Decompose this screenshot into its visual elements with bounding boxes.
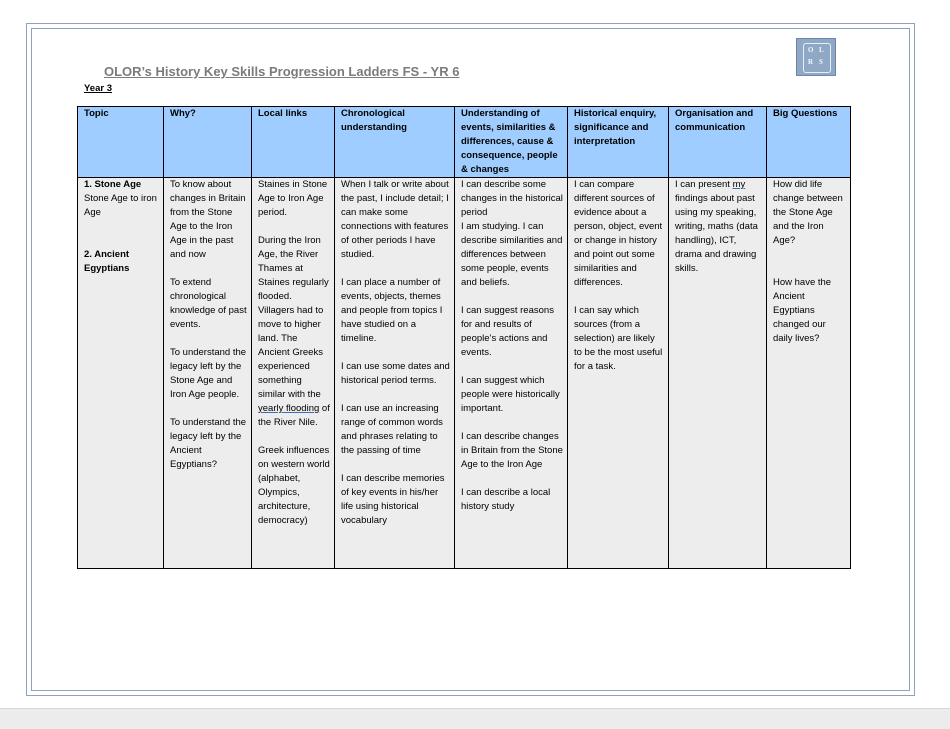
header-local-links: Local links [252,107,335,178]
why-paragraph: To know about changes in Britain from the Stone Age to the Iron Age in the past and now [170,179,246,260]
cell-topic [78,178,164,569]
cell-enquiry [568,178,669,569]
big-question: How did life change between the Stone Age and the Iron Age? [773,179,843,246]
spellcheck-underline: yearly flooding [258,403,320,414]
topic-item-2-title: 2. Ancient Egyptians [84,249,130,274]
cell-understanding [455,178,568,569]
local-links-paragraph [258,234,330,430]
why-paragraph: To understand the legacy left by the Ancient Egyptians? [170,417,247,470]
organisation-paragraph [675,178,762,276]
document-title: OLOR’s History Key Skills Progression Ladders FS - YR 6 [104,64,460,79]
cell-local-links [252,178,335,569]
understanding-paragraph: I can suggest reasons for and results of people’s actions and events. [461,305,554,358]
header-organisation: Organisation and communication [669,107,767,178]
understanding-paragraph: I can describe changes in Britain from the Stone Age to the Iron Age [461,431,563,470]
header-understanding: Understanding of events, similarities & differences, cause & consequence, people & changes [455,107,568,178]
big-question: How have the Ancient Egyptians changed our daily lives? [773,277,832,344]
year-heading: Year 3 [84,83,112,94]
enquiry-paragraph: I can compare different sources of evidence about a person, object, event or change in history and point out some similarities and differences. [574,179,663,288]
header-topic: Topic [78,107,164,178]
understanding-paragraph: I can describe a local history study [461,487,551,512]
window-bottom-strip [0,708,950,729]
header-big-questions: Big Questions [767,107,851,178]
text-run: During the Iron Age, the River Thames at Staines regularly flooded. Villagers had to move to higher land. The Ancient Greeks experienced something similar with the [258,235,329,400]
school-logo [796,38,836,76]
topic-item-1-title: 1. Stone Age [84,179,142,190]
header-enquiry: Historical enquiry, significance and interpretation [568,107,669,178]
understanding-paragraph: I can suggest which people were historically important. [461,375,560,414]
table-header-row [78,107,851,178]
local-links-paragraph: Greek influences on western world (alphabet, Olympics, architecture, democracy) [258,445,330,526]
why-paragraph: To understand the legacy left by the Stone Age and Iron Age people. [170,347,247,400]
local-links-paragraph: Staines in Stone Age to Iron Age period. [258,179,328,218]
text-run: of the River Nile. [258,403,330,428]
text-run: findings about past using my speaking, writing, maths (data handling), ICT, drama and drawing skills. [675,193,758,274]
cell-big-questions [767,178,851,569]
chronological-paragraph: When I talk or write about the past, I include detail; I can make some connections with features of other periods I have studied. [341,179,449,260]
chronological-paragraph: I can place a number of events, objects, themes and people from topics I have studied on a timeline. [341,277,443,344]
understanding-paragraph: I can describe some changes in the historical period I am studying. I can describe similarities and differences between some people, events and beliefs. [461,179,563,288]
why-paragraph: To extend chronological knowledge of past events. [170,277,247,330]
chronological-paragraph: I can use an increasing range of common words and phrases relating to the passing of time [341,403,443,456]
logo-letter: S [819,58,823,66]
enquiry-paragraph: I can say which sources (from a selection) are likely to be the most useful for a task. [574,305,663,372]
cell-why [164,178,252,569]
chronological-paragraph: I can describe memories of key events in his/her life using historical vocabulary [341,473,445,526]
logo-letter: R [808,58,814,66]
cell-organisation [669,178,767,569]
spellcheck-underline: my [732,179,746,190]
topic-item-1-sub: Stone Age to iron Age [84,193,157,218]
table-row [78,178,851,569]
header-chronological: Chronological understanding [335,107,455,178]
logo-letter: L [819,46,824,54]
text-run: I can present [675,179,733,190]
logo-letter: O [808,46,814,54]
cell-chronological [335,178,455,569]
header-why: Why? [164,107,252,178]
skills-table [77,106,851,569]
chronological-paragraph: I can use some dates and historical period terms. [341,361,450,386]
